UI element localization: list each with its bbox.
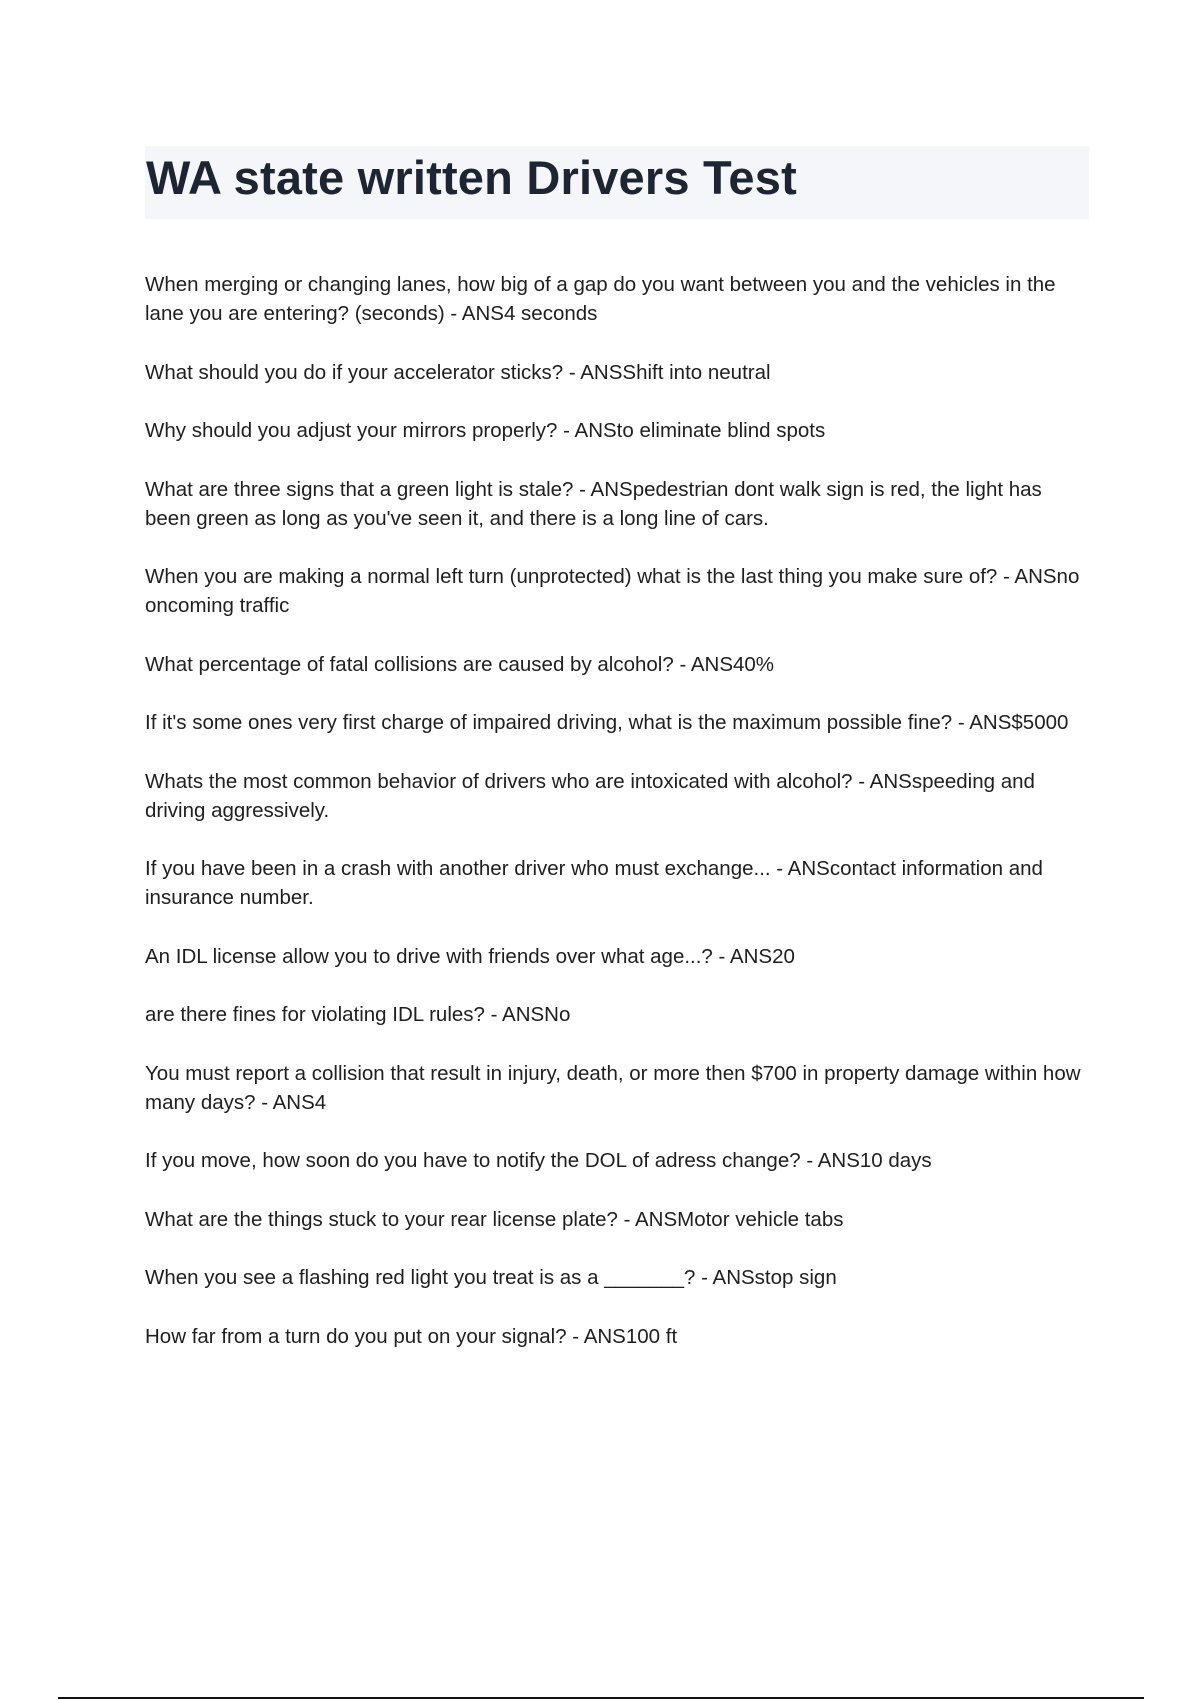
qa-item: What are the things stuck to your rear license plate? - ANSMotor vehicle tabs (145, 1207, 844, 1231)
qa-item: What percentage of fatal collisions are caused by alcohol? - ANS40% (145, 652, 775, 676)
qa-item: When you are making a normal left turn (unprotected) what is the last thing you make sure of? - ANSno oncoming traffic (145, 565, 1080, 617)
qa-item: What should you do if your accelerator sticks? - ANSShift into neutral (145, 360, 771, 384)
qa-item: Whats the most common behavior of drivers who are intoxicated with alcohol? - ANSspeeding and driving aggressively. (145, 769, 1035, 822)
qa-item: When merging or changing lanes, how big of a gap do you want between you and the vehicles in the lane you are entering? (seconds) - ANS4 seconds (145, 273, 1056, 325)
qa-item: What are three signs that a green light is stale? - ANSpedestrian dont walk sign is red, the light has been green as long as you've seen it, and there is a long line of cars. (145, 477, 1042, 530)
qa-item: How far from a turn do you put on your signal? - ANS100 ft (145, 1324, 678, 1348)
qa-item: are there fines for violating IDL rules? - ANSNo (145, 1003, 571, 1026)
qa-list (145, 270, 1085, 1380)
qa-item: If you move, how soon do you have to notify the DOL of adress change? - ANS10 days (145, 1149, 932, 1172)
page-title: WA state written Drivers Test (146, 151, 797, 204)
title-band (145, 146, 1089, 219)
qa-item: You must report a collision that result in injury, death, or more then $700 in property damage within how many days? - ANS4 (145, 1061, 1081, 1114)
qa-item: If it's some ones very first charge of impaired driving, what is the maximum possible fine? - ANS$5000 (145, 711, 1069, 734)
qa-item: An IDL license allow you to drive with friends over what age...? - ANS20 (145, 944, 795, 968)
qa-item: Why should you adjust your mirrors properly? - ANSto eliminate blind spots (145, 419, 826, 442)
qa-item: When you see a flashing red light you treat is as a _______? - ANSstop sign (145, 1266, 837, 1289)
qa-item: If you have been in a crash with another driver who must exchange... - ANScontact information and insurance number. (145, 857, 1043, 909)
footer-divider (58, 1697, 1144, 1699)
